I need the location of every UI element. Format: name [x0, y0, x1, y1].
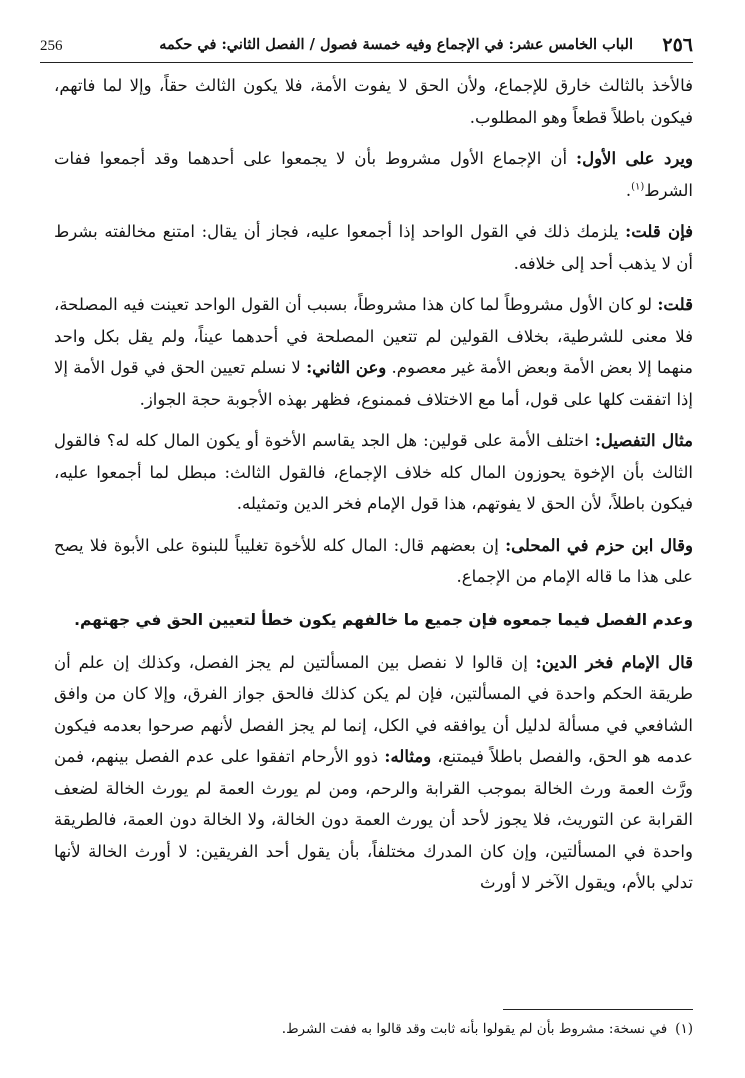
paragraph-text: فالأخذ بالثالث خارق للإجماع، ولأن الحق لا يفوت الأمة، فلا يكون الثالث حقاً، وإلا لما فاتهم، فيكون باطلاً قطعاً وهو المطلوب. — [54, 76, 693, 127]
page-number-latin: 256 — [40, 38, 63, 54]
paragraph-8 — [54, 647, 693, 899]
paragraph-5 — [54, 425, 693, 520]
paragraph-tail: . — [625, 180, 632, 200]
main-text — [54, 70, 693, 899]
paragraph-lead: فإن قلت: — [625, 222, 693, 241]
paragraph-text: إن قالوا لا نفصل بين المسألتين لم يجز الفصل، وكذلك إن علم أن طريقة الحكم واحدة في المسألتين، فإن لم يكن كذلك فالحق جواز الفرق، وإلا كان من وافق الشافعي في مسألة لدليل أن يوافقه في الكل، إنما لم يجز الفصل لأنهم صرحوا بعدمه فيكون عدمه هو الحق، والفصل باطلاً فيمتنع، — [54, 652, 693, 766]
paragraph-6 — [54, 530, 693, 593]
paragraph-1 — [54, 70, 693, 133]
footnote-text: في نسخة: مشروط بأن لم يقولوا بأنه ثابت وقد قالوا به ففت الشرط. — [281, 1021, 668, 1037]
paragraph-lead: ويرد على الأول: — [575, 149, 693, 168]
paragraph-lead-secondary: ومثاله: — [384, 747, 432, 766]
footnote-reference: (١) — [631, 181, 645, 192]
paragraph-text: لو كان الأول مشروطاً لما كان هذا مشروطاً، بسبب أن القول الواحد تعينت فيه المصلحة، فلا معنى للشرطية، بخلاف القولين لم تتعين المصلحة في أحدهما عيناً، ولم يقل بكل واحد منهما إلا بعض الأمة وبعض الأمة غير معصوم. — [54, 295, 694, 377]
paragraph-lead: قلت: — [657, 295, 693, 314]
paragraph-text-secondary: ذوو الأرحام اتفقوا على عدم الفصل بينهم، فمن ورَّث العمة ورث الخالة بموجب القرابة والرحم، ومن لم يورث العمة لم يورث الخالة لضعف القرابة عن التوريث، فلا يجوز لأحد أن يورث العمة دون الخالة، ولا الخالة دون العمة، فالطريقة واحدة في المسألتين، وإن كان المدرك مختلفاً، بأن يقول أحد الفريقين: لا أورث الخالة لأنها تدلي بالأم، ويقول الآخر لا أورث — [54, 747, 693, 892]
running-title: الباب الخامس عشر: في الإجماع وفيه خمسة فصول / الفصل الثاني: في حكمه — [159, 36, 633, 53]
running-header — [40, 30, 693, 63]
paragraph-lead-secondary: وعن الثاني: — [306, 358, 387, 377]
footnote — [54, 1018, 693, 1040]
paragraph-text: أن الإجماع الأول مشروط بأن لا يجمعوا على أحدهما وقد أجمعوا ففات الشرط — [54, 149, 693, 200]
footnote-marker: (١) — [675, 1021, 693, 1037]
footnote-divider — [503, 1009, 693, 1010]
paragraph-text: اختلف الأمة على قولين: هل الجد يقاسم الأخوة أو يكون المال كله له؟ فالقول الثالث بأن الإخوة يحوزون المال كله خلاف الإجماع، فالقول الثالث: مبطل لما أجمعوا عليه، فيكون باطلاً، لأن الحق لا يفوتهم، هذا قول الإمام فخر الدين وتمثيله. — [54, 431, 693, 513]
paragraph-lead: قال الإمام فخر الدين: — [535, 652, 693, 672]
page-number-arabic: ٢٥٦ — [662, 34, 693, 56]
paragraph-7 — [54, 603, 693, 637]
paragraph-4 — [54, 289, 693, 415]
paragraph-3 — [54, 216, 693, 279]
paragraph-2 — [54, 143, 693, 206]
paragraph-lead: وقال ابن حزم في المحلى: — [505, 535, 693, 555]
paragraph-text: يلزمك ذلك في القول الواحد إذا أجمعوا عليه، فجاز أن يقال: امتنع مخالفته بشرط أن لا يذهب أحد إلى خلافه. — [54, 222, 693, 273]
paragraph-lead: مثال التفصيل: — [594, 431, 693, 450]
paragraph-text-secondary: لا نسلم تعيين الحق في قول الأمة إلا إذا اتفقت كلها على قول، أما مع الاختلاف فممنوع، فظهر بهذه الأجوبة حجة الجواز. — [54, 358, 693, 409]
paragraph-text: وعدم الفصل فيما جمعوه فإن جميع ما خالفهم يكون خطأ لتعيين الحق في جهتهم. — [74, 610, 693, 629]
paragraph-text: إن بعضهم قال: المال كله للأخوة تغليباً للبنوة على الأبوة فلا يصح على هذا ما قاله الإمام من الإجماع. — [54, 535, 693, 586]
